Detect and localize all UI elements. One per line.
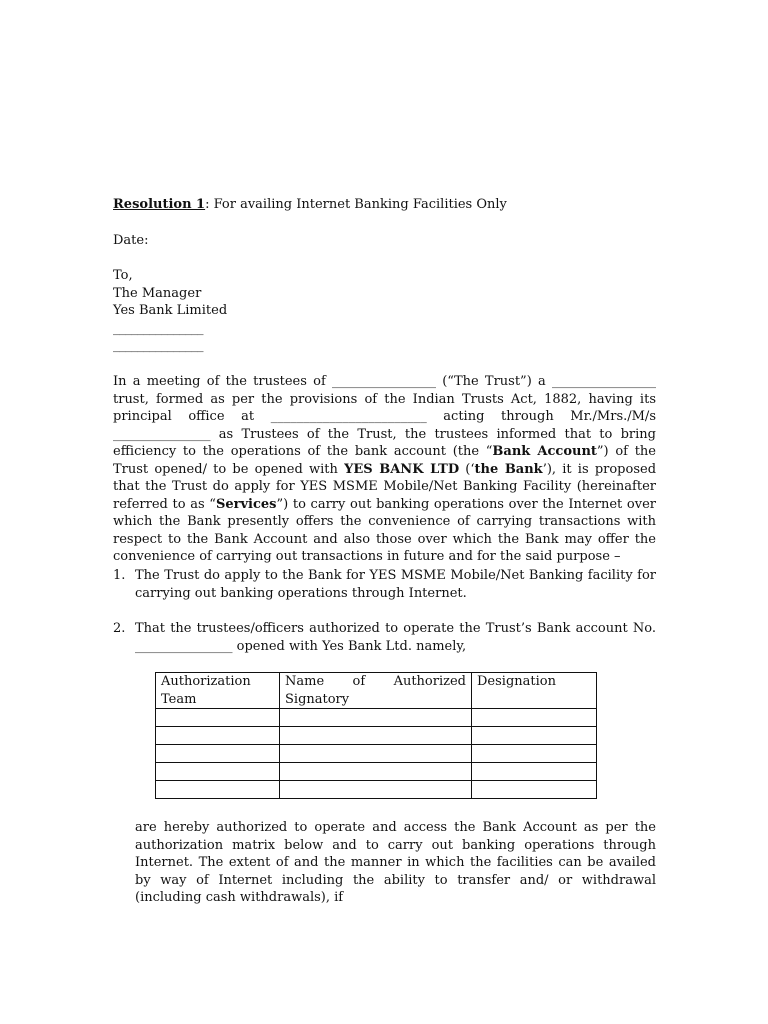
- table-cell[interactable]: [472, 709, 597, 727]
- table-cell[interactable]: [156, 745, 280, 763]
- term-the-bank: the Bank: [474, 461, 543, 477]
- address-block: [113, 267, 656, 355]
- list-item-text: The Trust do apply to the Bank for YES MSME Mobile/Net Banking facility for carrying out banking operations through Internet.: [135, 568, 656, 601]
- table-cell[interactable]: [280, 727, 472, 745]
- address-to: To,: [113, 268, 133, 283]
- resolution-title: : For availing Internet Banking Facilities Only: [205, 197, 507, 212]
- intro-text-3: (‘: [459, 461, 475, 477]
- table-row: [156, 763, 597, 781]
- list-item-number: 1.: [113, 568, 126, 583]
- table-cell[interactable]: [156, 781, 280, 799]
- header-authorization-team: Authorization Team: [156, 673, 280, 709]
- intro-text-1: In a meeting of the trustees of ________________ (“The Trust”) a ________________ trust, formed as per the provisions of the Indian Trusts Act, 1882, having its principal office at ________________________ acting through Mr./Mrs./M/s _______________ as Trustees of the Trust, the trustees informed that to bring efficiency to the operations of the bank account (the “: [113, 374, 656, 459]
- resolution-heading: [113, 196, 656, 214]
- list-item-number: 2.: [113, 621, 126, 636]
- resolution-number: Resolution 1: [113, 197, 206, 212]
- intro-paragraph: [113, 373, 656, 566]
- term-yes-bank: YES BANK LTD: [344, 461, 460, 477]
- term-services: Services: [215, 496, 277, 512]
- table-cell[interactable]: [472, 781, 597, 799]
- table-cell[interactable]: [472, 745, 597, 763]
- header-authorized-signatory: Name of Authorized Signatory: [280, 673, 472, 709]
- table-cell[interactable]: [472, 727, 597, 745]
- table-cell[interactable]: [156, 727, 280, 745]
- table-header-row: [156, 673, 597, 709]
- table-cell[interactable]: [280, 745, 472, 763]
- list-item: [113, 620, 656, 655]
- after-table-paragraph: are hereby authorized to operate and access the Bank Account as per the authorization matrix below and to carry out banking operations through Internet. The extent of and the manner in which the facilities can be availed by way of Internet including the ability to transfer and/ or withdrawal (including cash withdrawals), if: [135, 820, 656, 905]
- table-cell[interactable]: [472, 763, 597, 781]
- intro-text-2: ”) of the Trust opened/ to be opened with: [113, 444, 656, 477]
- table-row: [156, 709, 597, 727]
- date-label: Date:: [113, 233, 149, 248]
- address-line-manager: The Manager: [113, 285, 202, 301]
- table-row: [156, 727, 597, 745]
- table-row: [156, 781, 597, 799]
- intro-text-5: ”) to carry out banking operations over the Internet over which the Bank presently offers the convenience of carrying transactions with respect to the Bank Account and also those over which the Bank may offer the convenience of carrying out transactions in future and for the said purpose –: [113, 496, 656, 564]
- table-cell[interactable]: [156, 709, 280, 727]
- table-cell[interactable]: [280, 781, 472, 799]
- address-line-bank: Yes Bank Limited: [113, 303, 228, 318]
- intro-text-4: ’), it is proposed that the Trust do apply for YES MSME Mobile/Net Banking Facility (hereinafter referred to as “: [113, 461, 657, 512]
- address-blank-2: _______________: [113, 338, 203, 353]
- term-bank-account: Bank Account: [492, 444, 597, 459]
- table-row: [156, 745, 597, 763]
- header-designation: Designation: [472, 673, 597, 709]
- address-blank-1: _______________: [113, 320, 203, 336]
- table-cell[interactable]: [156, 763, 280, 781]
- table-cell[interactable]: [280, 709, 472, 727]
- list-item-text: That the trustees/officers authorized to operate the Trust’s Bank account No. _______________ opened with Yes Bank Ltd. namely,: [135, 621, 656, 654]
- list-item: [113, 567, 656, 602]
- authorization-table: [155, 672, 597, 799]
- table-cell[interactable]: [280, 763, 472, 781]
